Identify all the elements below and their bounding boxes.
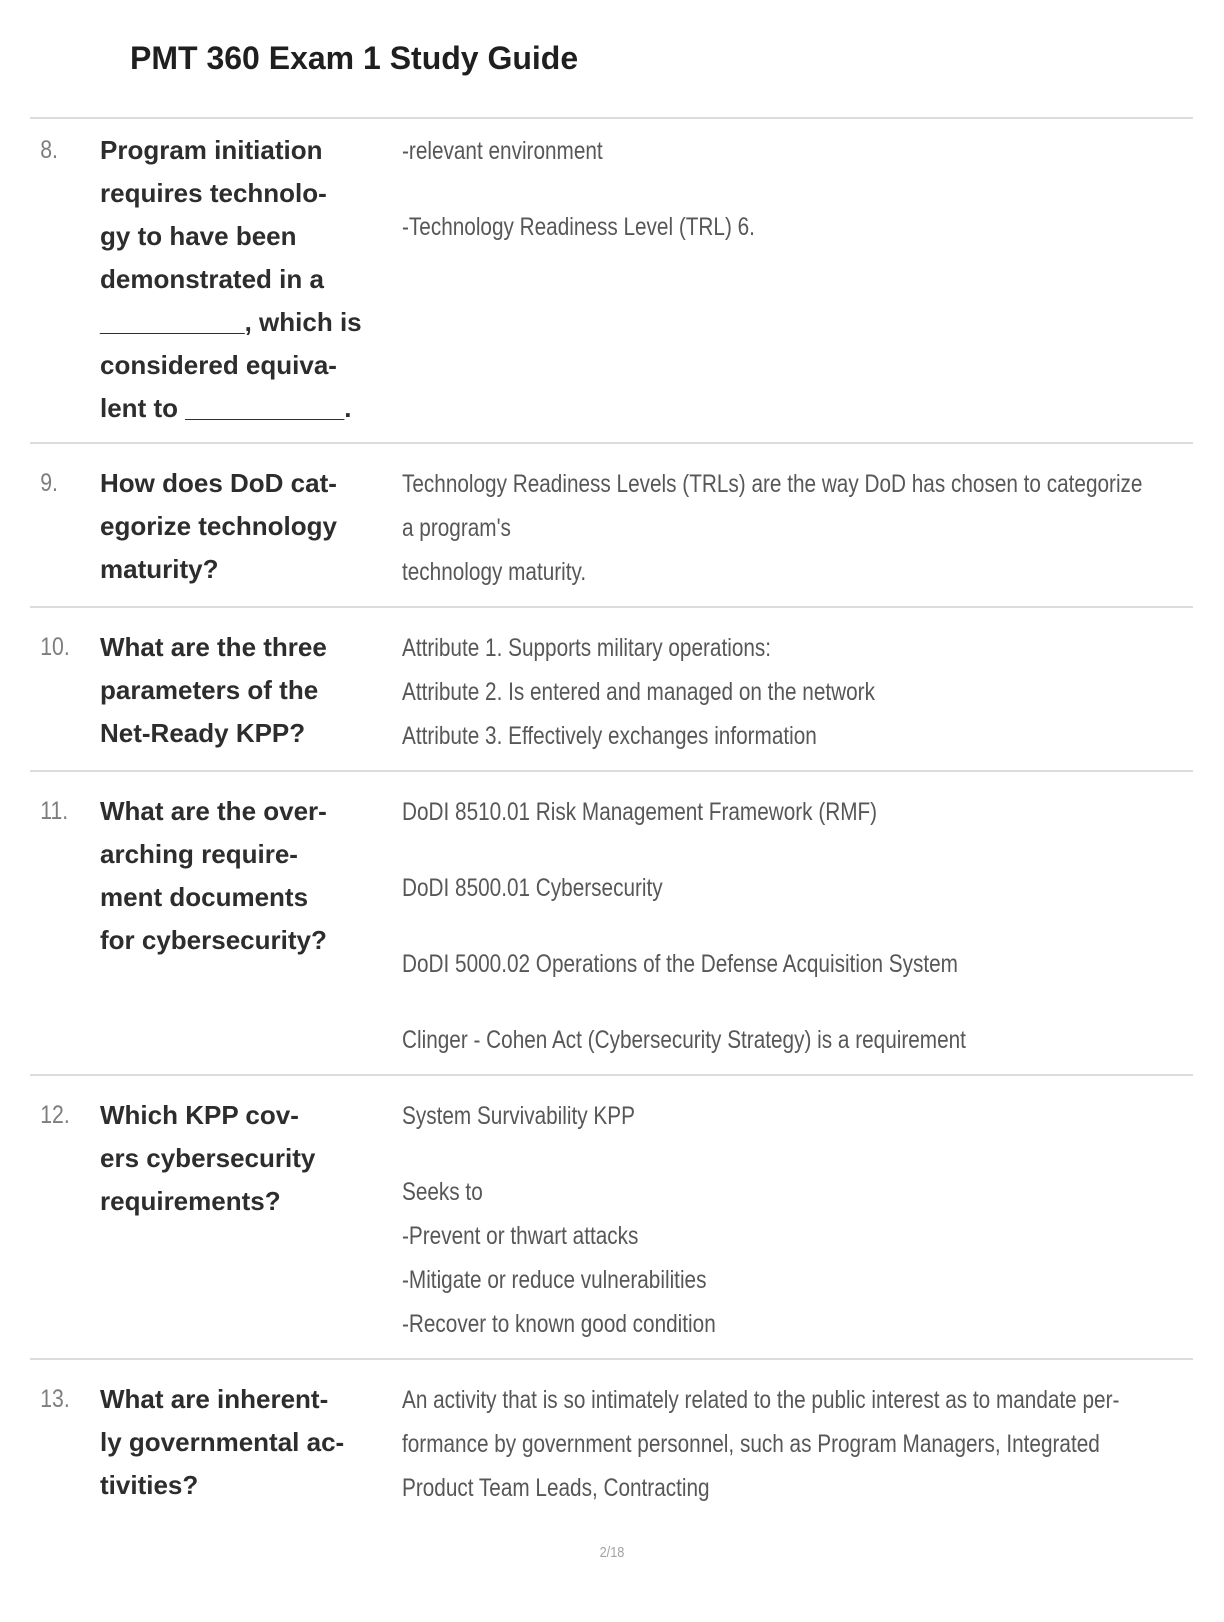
- qa-table: [30, 117, 1193, 1522]
- page-title: PMT 360 Exam 1 Study Guide: [130, 40, 579, 76]
- question-cell: [100, 462, 402, 594]
- question-line: arching require-: [100, 839, 298, 869]
- answer-line: Clinger - Cohen Act (Cybersecurity Strategy) is a requirement: [402, 1026, 966, 1054]
- answer-paragraph: [402, 1094, 1193, 1138]
- question-number: 13.: [40, 1385, 70, 1413]
- question-cell: [100, 1094, 402, 1346]
- question-line: Which KPP cov-: [100, 1100, 299, 1130]
- answer-line: technology maturity.: [402, 558, 587, 586]
- question-line: maturity?: [100, 554, 219, 584]
- answer-line: -Prevent or thwart attacks: [402, 1222, 639, 1250]
- question-line: ment documents: [100, 882, 309, 912]
- qa-row: [30, 117, 1193, 442]
- question-line: __________, which is: [100, 307, 362, 337]
- answer-cell: [402, 1378, 1193, 1510]
- answer-line: System Survivability KPP: [402, 1102, 635, 1130]
- question-line: requires technolo-: [100, 178, 327, 208]
- answer-line: formance by government personnel, such as Program Managers, Integrated: [402, 1430, 1100, 1458]
- question-line: for cybersecurity?: [100, 925, 327, 955]
- answer-cell: [402, 129, 1193, 430]
- answer-line: DoDI 5000.02 Operations of the Defense Acquisition System: [402, 950, 958, 978]
- answer-paragraph: [402, 866, 1193, 910]
- question-line: Net-Ready KPP?: [100, 718, 306, 748]
- question-line: Program initiation: [100, 135, 323, 165]
- answer-paragraph: [402, 129, 1193, 173]
- answer-line: a program's: [402, 514, 511, 542]
- question-line: considered equiva-: [100, 350, 337, 380]
- question-number: 11.: [40, 797, 69, 825]
- question-line: tivities?: [100, 1470, 199, 1500]
- answer-line: -Technology Readiness Level (TRL) 6.: [402, 213, 755, 241]
- question-number: 10.: [40, 633, 70, 661]
- answer-line: An activity that is so intimately related to the public interest as to mandate per-: [402, 1386, 1120, 1414]
- answer-line: DoDI 8500.01 Cybersecurity: [402, 874, 663, 902]
- qa-row: [30, 606, 1193, 770]
- question-cell: [100, 626, 402, 758]
- question-cell: [100, 1378, 402, 1510]
- question-line: How does DoD cat-: [100, 468, 337, 498]
- page-number: 2/18: [599, 1544, 625, 1561]
- answer-paragraph: [402, 790, 1193, 834]
- answer-line: Seeks to: [402, 1178, 483, 1206]
- qa-row: [30, 1074, 1193, 1358]
- answer-line: -relevant environment: [402, 137, 603, 165]
- answer-paragraph: [402, 1378, 1193, 1510]
- answer-paragraph: [402, 1018, 1193, 1062]
- answer-paragraph: [402, 462, 1193, 594]
- answer-cell: [402, 462, 1193, 594]
- study-guide-page: [0, 38, 1224, 1561]
- question-line: What are the three: [100, 632, 327, 662]
- question-number: 9.: [40, 469, 58, 497]
- answer-cell: [402, 790, 1193, 1062]
- question-line: gy to have been: [100, 221, 297, 251]
- answer-line: Technology Readiness Levels (TRLs) are the way DoD has chosen to categorize: [402, 470, 1143, 498]
- question-cell: [100, 790, 402, 1062]
- answer-line: Attribute 3. Effectively exchanges information: [402, 722, 817, 750]
- answer-line: DoDI 8510.01 Risk Management Framework (RMF): [402, 798, 878, 826]
- question-line: lent to ___________.: [100, 393, 352, 423]
- question-line: requirements?: [100, 1186, 281, 1216]
- question-line: ers cybersecurity: [100, 1143, 316, 1173]
- answer-cell: [402, 626, 1193, 758]
- question-line: ly governmental ac-: [100, 1427, 345, 1457]
- answer-line: -Recover to known good condition: [402, 1310, 716, 1338]
- question-line: parameters of the: [100, 675, 319, 705]
- answer-paragraph: [402, 626, 1193, 758]
- answer-paragraph: [402, 1170, 1193, 1346]
- question-line: What are the over-: [100, 796, 327, 826]
- answer-line: Attribute 2. Is entered and managed on the network: [402, 678, 875, 706]
- qa-row: [30, 442, 1193, 606]
- qa-row: [30, 1358, 1193, 1522]
- question-line: demonstrated in a: [100, 264, 324, 294]
- answer-paragraph: [402, 205, 1193, 249]
- question-number: 8.: [40, 136, 58, 164]
- question-cell: [100, 129, 402, 430]
- question-line: What are inherent-: [100, 1384, 329, 1414]
- answer-line: Product Team Leads, Contracting: [402, 1474, 710, 1502]
- question-line: egorize technology: [100, 511, 337, 541]
- answer-paragraph: [402, 942, 1193, 986]
- answer-line: Attribute 1. Supports military operations:: [402, 634, 772, 662]
- answer-cell: [402, 1094, 1193, 1346]
- question-number: 12.: [40, 1101, 70, 1129]
- answer-line: -Mitigate or reduce vulnerabilities: [402, 1266, 707, 1294]
- qa-row: [30, 770, 1193, 1074]
